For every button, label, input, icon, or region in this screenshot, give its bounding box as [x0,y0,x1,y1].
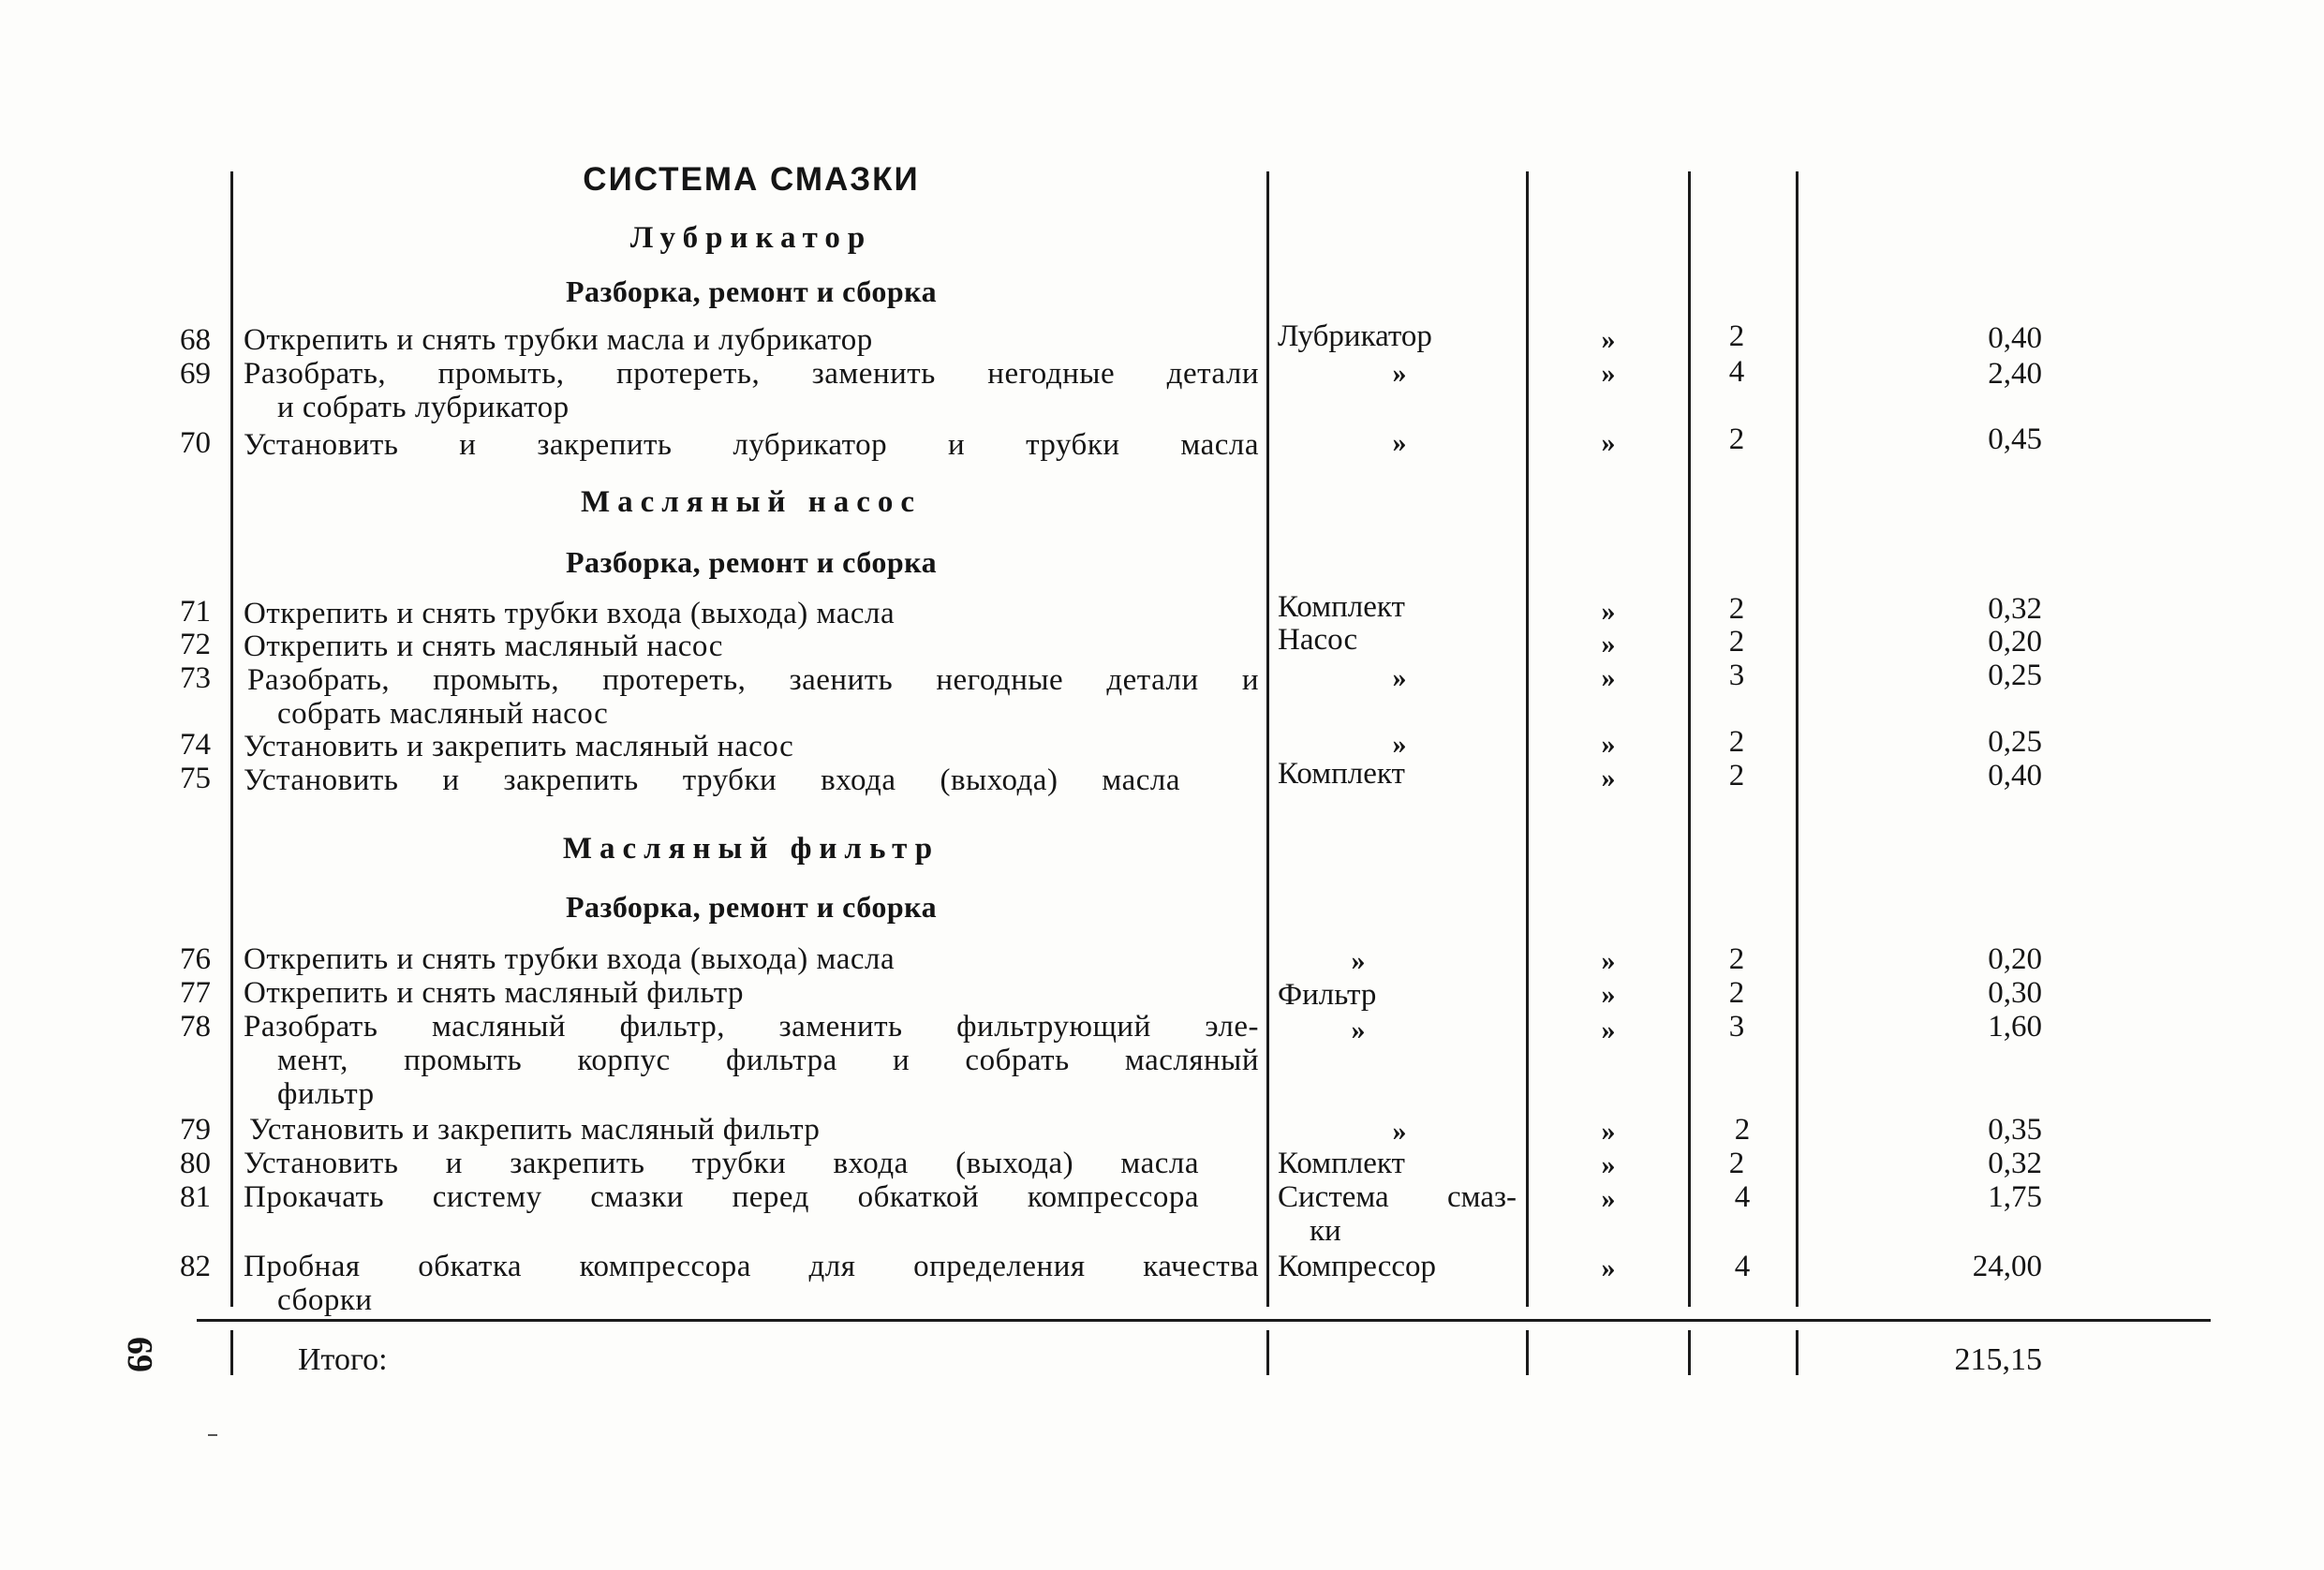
row-time: 0,32 [1988,1147,2042,1180]
row-unit-ditto: » [1351,1015,1366,1045]
row-count: 2 [1728,319,1745,353]
row-count: 2 [1728,592,1745,626]
row-unit: Лубрикатор [1278,319,1432,353]
row-description [244,629,1259,663]
total-rule-seg-2 [1266,1330,1269,1375]
row-time: 1,75 [1988,1180,2042,1214]
row-count: 2 [1728,725,1745,759]
row-col3-ditto: » [1601,1252,1616,1283]
row-unit-ditto: » [1392,1116,1407,1147]
row-description-line: Установить и закрепить масляный фильтр [249,1113,821,1147]
row-unit [1278,1180,1517,1248]
row-description [244,1113,1259,1147]
row-number: 71 [180,595,211,629]
row-unit-line: Система смаз- [1278,1180,1517,1214]
row-time: 2,40 [1988,357,2042,391]
row-description-line: Пробная обкатка компрессора для определения качества [244,1250,1259,1283]
row-unit-ditto: » [1392,358,1407,389]
row-unit-ditto: » [1392,662,1407,693]
row-description [244,730,1259,763]
total-rule-seg-1 [230,1330,233,1375]
row-description [244,1147,1259,1180]
row-unit-line: ки [1310,1214,1341,1248]
row-col3-ditto: » [1601,1183,1616,1214]
row-unit-ditto: » [1351,945,1366,976]
row-col3-ditto: » [1601,1149,1616,1180]
row-count: 3 [1728,1010,1745,1044]
row-description-line: фильтр [277,1077,375,1111]
row-description-line: Открепить и снять трубки масла и лубрикатор [244,323,873,357]
row-number: 74 [180,728,211,762]
total-rule-seg-3 [1526,1330,1529,1375]
row-count: 2 [1728,1147,1745,1180]
row-col3-ditto: » [1601,596,1616,627]
row-number: 70 [180,426,211,460]
row-time: 0,32 [1988,592,2042,626]
row-description-line: Прокачать систему смазки перед обкаткой компрессора [244,1180,1199,1214]
row-col3-ditto: » [1601,427,1616,458]
row-time: 24,00 [1972,1250,2042,1283]
margin-mark [208,1434,217,1436]
row-description-line: Открепить и снять масляный фильтр [244,976,745,1010]
row-unit: Комплект [1278,757,1405,791]
row-description-line: Установить и закрепить трубки входа (выхода) масла [244,763,1180,797]
row-description [244,323,1259,357]
row-time: 0,25 [1988,725,2042,759]
section-title: СИСТЕМА СМАЗКИ [583,161,920,198]
total-rule-seg-5 [1796,1330,1799,1375]
row-description [244,942,1259,976]
row-description [244,1250,1259,1317]
page-number: 69 [120,1337,159,1372]
row-description-line: и собрать лубрикатор [277,391,570,424]
group-title-oil-pump: Масляный насос [580,485,922,519]
operation-title-lubricator: Разборка, ремонт и сборка [565,274,938,308]
row-description-line: Установить и закрепить лубрикатор и трубки масла [244,428,1259,462]
row-unit: Компрессор [1278,1250,1437,1283]
total-separator-rule [197,1319,2211,1322]
row-description [244,1180,1259,1214]
row-col3-ditto: » [1601,662,1616,693]
row-col3-ditto: » [1601,358,1616,389]
group-title-lubricator: Лубрикатор [629,221,873,255]
row-count: 2 [1734,1113,1751,1147]
row-time: 0,20 [1988,942,2042,976]
row-unit: Комплект [1278,590,1405,624]
row-col3-ditto: » [1601,729,1616,760]
row-time: 0,45 [1988,422,2042,456]
row-count: 2 [1728,422,1745,456]
row-description-line: собрать масляный насос [277,697,609,731]
row-time: 0,30 [1988,976,2042,1010]
row-number: 81 [180,1180,211,1214]
row-time: 0,20 [1988,625,2042,659]
row-unit: Фильтр [1278,978,1377,1012]
row-description [244,428,1259,462]
row-time: 0,40 [1988,321,2042,355]
row-number: 82 [180,1250,211,1283]
row-description [244,357,1259,424]
row-description-line: сборки [277,1283,373,1317]
row-count: 2 [1728,759,1745,792]
column-rule-unit [1526,171,1529,1307]
column-rule-description [1266,171,1269,1307]
row-number: 69 [180,357,211,391]
column-rule-col3 [1688,171,1691,1307]
row-count: 3 [1728,659,1745,692]
row-number: 75 [180,762,211,795]
row-unit: Комплект [1278,1147,1405,1180]
row-col3-ditto: » [1601,629,1616,659]
row-time: 0,40 [1988,759,2042,792]
row-description-line: мент, промыть корпус фильтра и собрать масляный [277,1044,1259,1077]
row-count: 2 [1728,942,1745,976]
row-col3-ditto: » [1601,945,1616,976]
row-count: 2 [1728,976,1745,1010]
row-description [244,976,1259,1010]
row-count: 2 [1728,625,1745,659]
row-number: 80 [180,1147,211,1180]
total-label: Итого: [298,1342,388,1377]
row-description [244,1010,1259,1111]
row-number: 78 [180,1010,211,1044]
row-col3-ditto: » [1601,324,1616,355]
row-count: 4 [1734,1180,1751,1214]
row-number: 72 [180,628,211,661]
row-time: 0,25 [1988,659,2042,692]
row-count: 4 [1728,355,1745,389]
row-unit: Насос [1278,623,1358,657]
row-time: 1,60 [1988,1010,2042,1044]
row-description-line: Установить и закрепить масляный насос [244,730,794,763]
row-number: 76 [180,942,211,976]
row-col3-ditto: » [1601,1015,1616,1045]
row-col3-ditto: » [1601,763,1616,793]
operation-title-oil-filter: Разборка, ремонт и сборка [565,890,938,924]
row-number: 77 [180,976,211,1010]
row-time: 0,35 [1988,1113,2042,1147]
group-title-oil-filter: Масляный фильтр [562,832,940,866]
row-unit-ditto: » [1392,427,1407,458]
operation-title-oil-pump: Разборка, ремонт и сборка [565,545,938,579]
row-count: 4 [1734,1250,1751,1283]
column-rule-numbers [230,171,233,1307]
row-description [244,763,1259,797]
row-col3-ditto: » [1601,1116,1616,1147]
total-value: 215,15 [1954,1342,2042,1377]
row-description-line: Разобрать, промыть, протереть, заенить негодные детали и [247,663,1259,697]
row-description-line: Открепить и снять трубки входа (выхода) масла [244,597,896,630]
row-description [244,663,1259,731]
total-rule-seg-4 [1688,1330,1691,1375]
row-description-line: Открепить и снять трубки входа (выхода) масла [244,942,896,976]
row-unit-ditto: » [1392,729,1407,760]
row-description-line: Разобрать, промыть, протереть, заменить негодные детали [244,357,1259,391]
row-description-line: Разобрать масляный фильтр, заменить фильтрующий эле- [244,1010,1259,1044]
column-rule-count [1796,171,1799,1307]
row-number: 79 [180,1113,211,1147]
row-number: 73 [180,661,211,695]
row-number: 68 [180,323,211,357]
row-description-line: Открепить и снять масляный насос [244,629,723,663]
row-description [244,597,1259,630]
row-col3-ditto: » [1601,979,1616,1010]
row-description-line: Установить и закрепить трубки входа (выхода) масла [244,1147,1199,1180]
